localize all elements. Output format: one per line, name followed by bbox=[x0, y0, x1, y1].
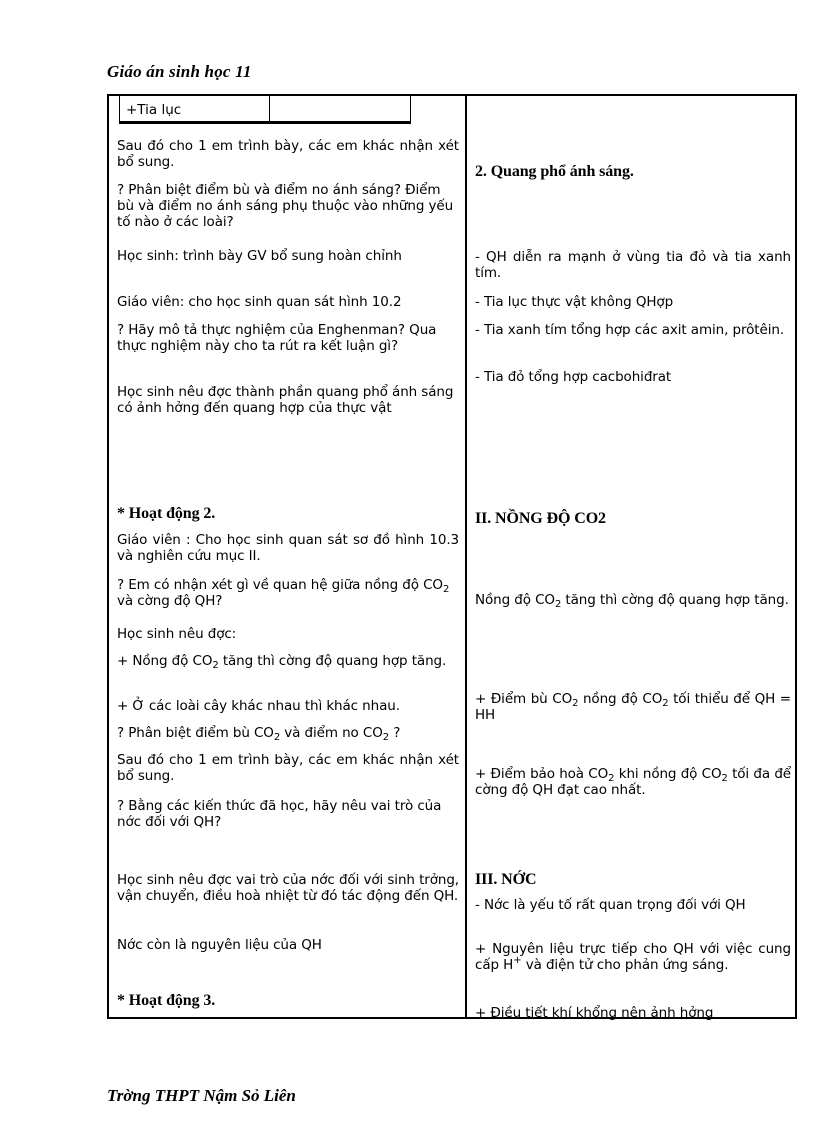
top-inner-table bbox=[119, 96, 411, 122]
right-paragraph-6-b: nồng độ CO bbox=[578, 691, 663, 707]
subscript: 2 bbox=[212, 660, 219, 671]
right-paragraph-10: + Điều tiết khí khổng nên ảnh hởng bbox=[475, 1005, 714, 1021]
subscript: 2 bbox=[608, 773, 615, 784]
superscript: + bbox=[513, 955, 522, 966]
left-question-4-c: ? bbox=[389, 725, 401, 741]
left-paragraph-16: Nớc còn là nguyên liệu của QH bbox=[117, 937, 322, 953]
right-paragraph-7-b: khi nồng độ CO bbox=[614, 766, 722, 782]
section-co2-heading: II. NỒNG ĐỘ CO2 bbox=[475, 510, 606, 527]
right-paragraph-2: - Tia lục thực vật không QHợp bbox=[475, 294, 674, 310]
left-question-4 bbox=[117, 725, 459, 741]
subscript: 2 bbox=[662, 698, 669, 709]
left-paragraph-15: Học sinh nêu đợc vai trò của nớc đối với sinh trởng, vận chuyển, điều hoà nhiệt từ đó tác động đến QH. bbox=[117, 872, 459, 904]
right-paragraph-6 bbox=[475, 691, 791, 723]
left-paragraph-13: Sau đó cho 1 em trình bày, các em khác nhận xét bổ sung. bbox=[117, 752, 459, 784]
right-paragraph-4: - Tia đỏ tổng hợp cacbohiđrat bbox=[475, 369, 672, 385]
left-paragraph-6: Học sinh nêu đợc thành phần quang phổ ánh sáng có ảnh hởng đến quang hợp của thực vật bbox=[117, 384, 454, 416]
lesson-table bbox=[107, 94, 797, 1019]
right-paragraph-6-c: tối thiểu để QH = HH bbox=[475, 691, 791, 723]
left-question-4-b: và điểm no CO bbox=[280, 725, 383, 741]
right-paragraph-7-c: tối đa để cờng độ QH đạt cao nhất. bbox=[475, 766, 792, 798]
right-paragraph-9 bbox=[475, 941, 791, 973]
page-footer: Trờng THPT Nậm Sỏ Liên bbox=[107, 1086, 296, 1105]
subscript: 2 bbox=[554, 599, 562, 610]
right-paragraph-1: - QH diễn ra mạnh ở vùng tia đỏ và tia xanh tím. bbox=[475, 249, 791, 281]
right-paragraph-8: - Nớc là yếu tố rất quan trọng đối với QH bbox=[475, 897, 746, 913]
subscript: 2 bbox=[273, 732, 281, 743]
column-divider bbox=[465, 96, 467, 1017]
page-header: Giáo án sinh học 11 bbox=[107, 62, 252, 81]
subscript: 2 bbox=[382, 732, 390, 743]
left-paragraph-9: Học sinh nêu đợc: bbox=[117, 626, 237, 642]
left-question-3 bbox=[117, 577, 459, 609]
top-inner-cell: +Tia lục bbox=[120, 96, 270, 121]
left-question-3-b: và cờng độ QH? bbox=[117, 593, 223, 609]
right-paragraph-7-a: + Điểm bảo hoà CO bbox=[475, 766, 609, 782]
right-paragraph-7 bbox=[475, 766, 791, 798]
left-paragraph-10-a: + Nồng độ CO bbox=[117, 653, 213, 669]
left-paragraph-1: Sau đó cho 1 em trình bày, các em khác nhận xét bổ sung. bbox=[117, 138, 459, 170]
subscript: 2 bbox=[572, 698, 579, 709]
left-question-1: ? Phân biệt điểm bù và điểm no ánh sáng? Điểm bù và điểm no ánh sáng phụ thuộc vào những yếu tố nào ở các loài? bbox=[117, 182, 454, 230]
activity-2-heading: * Hoạt động 2. bbox=[117, 505, 216, 522]
left-question-4-a: ? Phân biệt điểm bù CO bbox=[117, 725, 274, 741]
right-paragraph-3: - Tia xanh tím tổng hợp các axit amin, prôtêin. bbox=[475, 322, 785, 338]
section-light-spectrum-heading: 2. Quang phổ ánh sáng. bbox=[475, 163, 634, 180]
activity-3-heading: * Hoạt động 3. bbox=[117, 992, 216, 1009]
left-paragraph-11: + Ở các loài cây khác nhau thì khác nhau. bbox=[117, 698, 400, 714]
left-paragraph-3: Học sinh: trình bày GV bổ sung hoàn chỉnh bbox=[117, 248, 402, 264]
right-paragraph-9-b: và điện tử cho phản ứng sáng. bbox=[521, 957, 729, 973]
subscript: 2 bbox=[442, 584, 450, 595]
right-paragraph-5 bbox=[475, 592, 791, 608]
left-question-3-a: ? Em có nhận xét gì về quan hệ giữa nồng độ CO bbox=[117, 577, 443, 593]
left-paragraph-10-b: tăng thì cờng độ quang hợp tăng. bbox=[218, 653, 447, 669]
left-paragraph-10 bbox=[117, 653, 459, 669]
right-paragraph-9-a: + Nguyên liệu trực tiếp cho QH với việc cung cấp H bbox=[475, 941, 791, 973]
subscript: 2 bbox=[721, 773, 728, 784]
right-paragraph-5-b: tăng thì cờng độ quang hợp tăng. bbox=[561, 592, 789, 608]
left-question-2: ? Hãy mô tả thực nghiệm của Enghenman? Qua thực nghiệm này cho ta rút ra kết luận gì? bbox=[117, 322, 437, 354]
right-paragraph-5-a: Nồng độ CO bbox=[475, 592, 555, 608]
section-water-heading: III. NỚC bbox=[475, 871, 537, 888]
right-paragraph-6-a: + Điểm bù CO bbox=[475, 691, 573, 707]
left-paragraph-7: Giáo viên : Cho học sinh quan sát sơ đồ hình 10.3 và nghiên cứu mục II. bbox=[117, 532, 459, 564]
left-question-5: ? Bằng các kiến thức đã học, hãy nêu vai trò của nớc đối với QH? bbox=[117, 798, 442, 830]
left-paragraph-4: Giáo viên: cho học sinh quan sát hình 10.2 bbox=[117, 294, 402, 310]
